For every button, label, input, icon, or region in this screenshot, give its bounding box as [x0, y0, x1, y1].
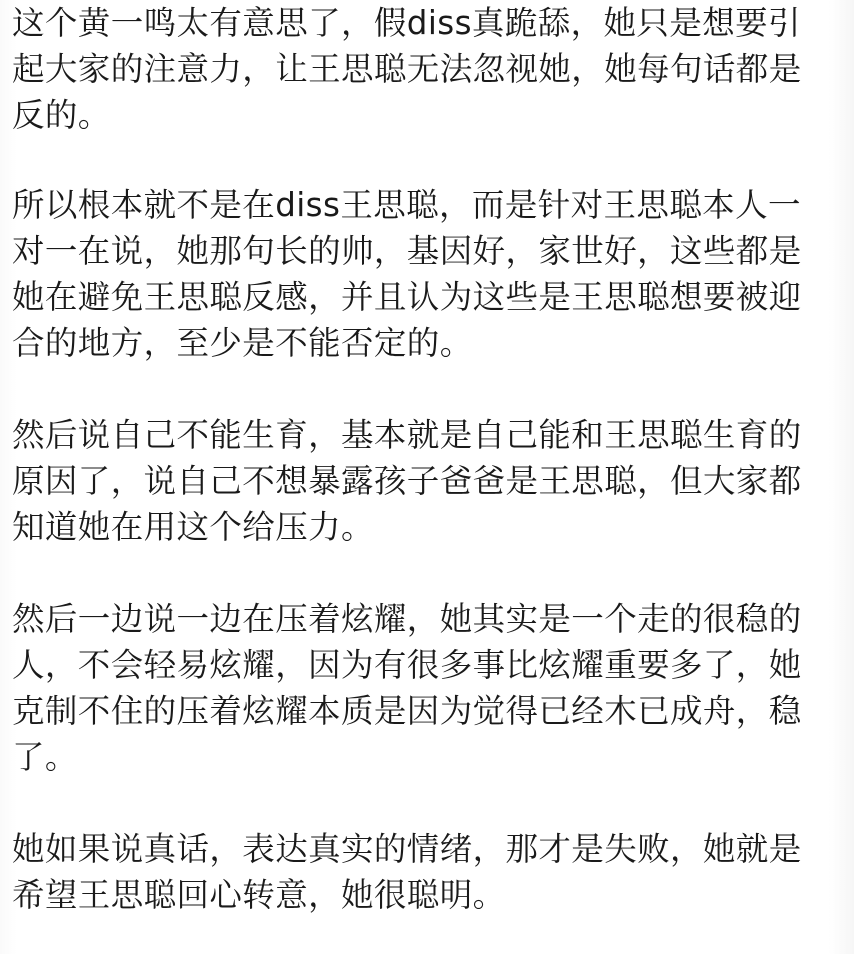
- text-line: 人，不会轻易炫耀，因为有很多事比炫耀重要多了，她: [12, 646, 802, 684]
- text-line: 反的。: [12, 96, 111, 134]
- text-line: 原因了，说自己不想暴露孩子爸爸是王思聪，但大家都: [12, 462, 802, 500]
- paragraph-2: [12, 182, 840, 366]
- text-line: 然后说自己不能生育，基本就是自己能和王思聪生育的: [12, 416, 802, 454]
- paragraph-1: [12, 0, 840, 138]
- text-line: 然后一边说一边在压着炫耀，她其实是一个走的很稳的: [12, 600, 802, 638]
- text-line: 起大家的注意力，让王思聪无法忽视她，她每句话都是: [12, 50, 802, 88]
- paragraph-3: [12, 412, 840, 550]
- text-line: 了。: [12, 738, 78, 776]
- text-line: 合的地方，至少是不能否定的。: [12, 324, 473, 362]
- text-line: 她在避免王思聪反感，并且认为这些是王思聪想要被迎: [12, 278, 802, 316]
- text-line: 对一在说，她那句长的帅，基因好，家世好，这些都是: [12, 232, 802, 270]
- text-line: 希望王思聪回心转意，她很聪明。: [12, 876, 506, 914]
- paragraph-5: [12, 826, 840, 918]
- text-line: 克制不住的压着炫耀本质是因为觉得已经木已成舟，稳: [12, 692, 802, 730]
- text-line: 所以根本就不是在diss王思聪，而是针对王思聪本人一: [12, 186, 801, 224]
- text-line: 知道她在用这个给压力。: [12, 508, 374, 546]
- text-line: 她如果说真话，表达真实的情绪，那才是失败，她就是: [12, 830, 802, 868]
- text-line: 这个黄一鸣太有意思了，假diss真跪舔，她只是想要引: [12, 4, 801, 42]
- paragraph-4: [12, 596, 840, 780]
